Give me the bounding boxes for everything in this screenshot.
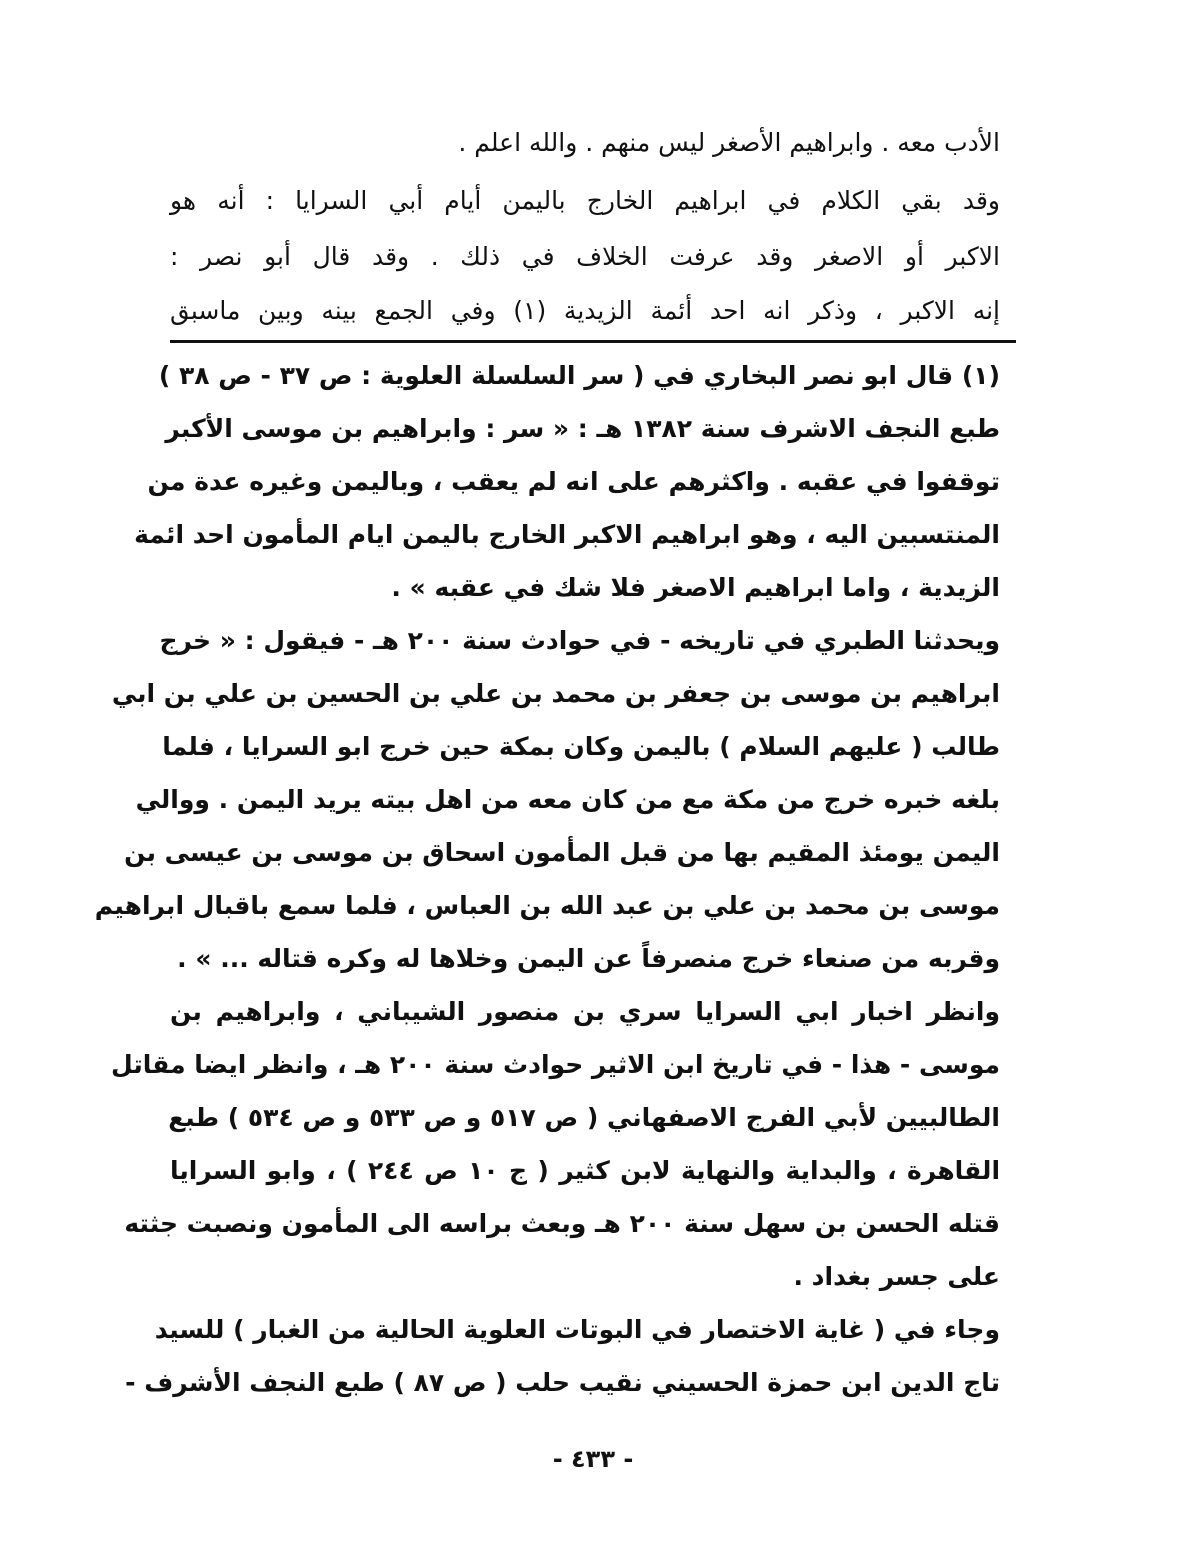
footnote-line: المنتسبين اليه ، وهو ابراهيم الاكبر الخارج باليمن ايام المأمون احد ائمة bbox=[134, 520, 1000, 549]
body-line: وقد بقي الكلام في ابراهيم الخارج باليمن أيام أبي السرايا : أنه هو bbox=[170, 186, 1000, 215]
body-line: إنه الاكبر ، وذكر انه احد أئمة الزيدية (١) وفي الجمع بينه وبين ماسبق bbox=[170, 296, 1001, 325]
footnote-line: وجاء في ( غاية الاختصار في البوتات العلوية الحالية من الغبار ) للسيد bbox=[154, 1315, 1000, 1344]
body-line: الاكبر أو الاصغر وقد عرفت الخلاف في ذلك . وقد قال أبو نصر : bbox=[170, 242, 1000, 271]
footnote-line: تاج الدين ابن حمزة الحسيني نقيب حلب ( ص ٨٧ ) طبع النجف الأشرف - bbox=[125, 1368, 1000, 1397]
footnote-line: توقفوا في عقبه . واكثرهم على انه لم يعقب ، وباليمن وغيره عدة من bbox=[147, 467, 1000, 496]
footnote-line: ويحدثنا الطبري في تاريخه - في حوادث سنة ٢٠٠ هـ - فيقول : « خرج bbox=[159, 626, 1000, 655]
footnote-divider bbox=[170, 340, 1016, 343]
page-number: - ٤٣٣ - bbox=[552, 1445, 634, 1473]
footnote-line: موسى - هذا - في تاريخ ابن الاثير حوادث سنة ٢٠٠ هـ ، وانظر ايضا مقاتل bbox=[111, 1050, 1000, 1079]
footnote-line: وقربه من صنعاء خرج منصرفاً عن اليمن وخلاها له وكره قتاله ... » . bbox=[177, 944, 1000, 973]
footnote-line: الطالبيين لأبي الفرج الاصفهاني ( ص ٥١٧ و ص ٥٣٣ و ص ٥٣٤ ) طبع bbox=[168, 1103, 1000, 1132]
footnote-line: بلغه خبره خرج من مكة مع من كان معه من اهل بيته يريد اليمن . ووالي bbox=[135, 785, 1000, 814]
footnote-line: الزيدية ، واما ابراهيم الاصغر فلا شك في عقبه » . bbox=[391, 573, 1000, 602]
footnote-line: وانظر اخبار ابي السرايا سري بن منصور الشيباني ، وابراهيم بن bbox=[170, 997, 1000, 1026]
body-line: الأدب معه . وابراهيم الأصغر ليس منهم . والله اعلم . bbox=[458, 128, 1000, 157]
footnote-line: على جسر بغداد . bbox=[793, 1262, 1000, 1291]
footnote-line: ابراهيم بن موسى بن جعفر بن محمد بن علي بن الحسين بن علي بن ابي bbox=[111, 679, 1000, 708]
footnote-line: موسى بن محمد بن علي بن عبد الله بن العباس ، فلما سمع باقبال ابراهيم bbox=[94, 891, 1000, 920]
footnote-line: طالب ( عليهم السلام ) باليمن وكان بمكة حين خرج ابو السرايا ، فلما bbox=[162, 732, 1000, 761]
footnote-line: القاهرة ، والبداية والنهاية لابن كثير ( ج ١٠ ص ٢٤٤ ) ، وابو السرايا bbox=[170, 1156, 1001, 1185]
footnote-line: قتله الحسن بن سهل سنة ٢٠٠ هـ وبعث براسه الى المأمون ونصبت جثته bbox=[124, 1209, 1000, 1238]
footnote-line: طبع النجف الاشرف سنة ١٣٨٢ هـ : « سر : وابراهيم بن موسى الأكبر bbox=[165, 414, 1000, 443]
footnote-line: اليمن يومئذ المقيم بها من قبل المأمون اسحاق بن موسى بن عيسى بن bbox=[124, 838, 1000, 867]
footnote-line: (١) قال ابو نصر البخاري في ( سر السلسلة العلوية : ص ٣٧ - ص ٣٨ ) bbox=[158, 361, 1000, 390]
